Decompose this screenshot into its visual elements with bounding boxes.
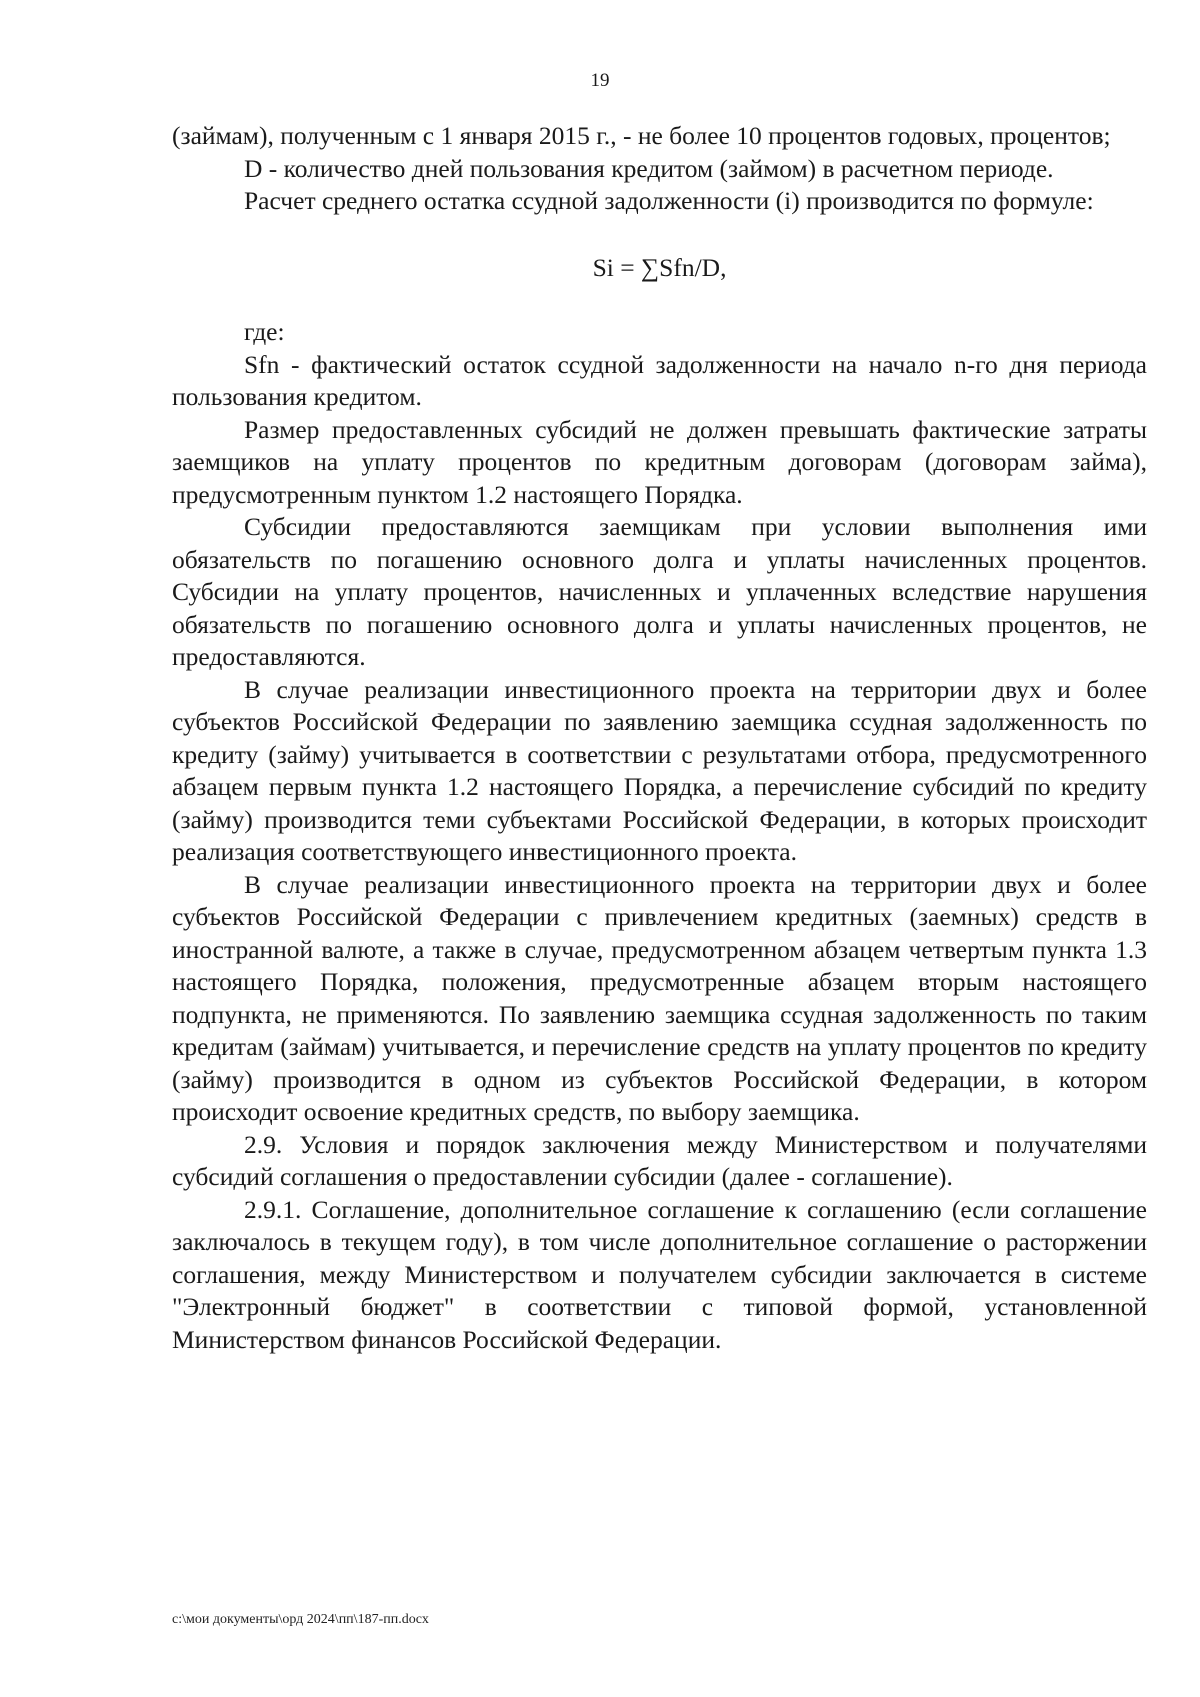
document-body (172, 120, 1147, 1356)
paragraph-d-definition: D - количество дней пользования кредитом (займом) в расчетном периоде. (244, 153, 1054, 183)
page-number: 19 (590, 70, 610, 91)
paragraph-section-2-9-1: 2.9.1. Соглашение, дополнительное соглашение к соглашению (если соглашение заключалось в текущем году), в том числе дополнительное соглашение о расторжении соглашения, между Министерством и получателем субсидии заключается в системе "Электронный бюджет" в соответствии с типовой формой, установленной Министерством финансов Российской Федерации. (172, 1194, 1147, 1354)
paragraph-calculation-intro: Расчет среднего остатка ссудной задолженности (i) производится по формуле: (244, 186, 1094, 215)
formula: Si = ∑Sfn/D, (592, 252, 727, 282)
paragraph-subsidy-limit: Размер предоставленных субсидий не должен превышать фактические затраты заемщиков на уплату процентов по кредитным договорам (договорам займа), предусмотренным пунктом 1.2 настоящего Порядка. (172, 414, 1147, 509)
where-label: где: (244, 317, 285, 346)
paragraph-subsidy-conditions: Субсидии предоставляются заемщикам при условии выполнения ими обязательств по погашению основного долга и уплаты начисленных процентов. Субсидии на уплату процентов, начисленных и уплаченных вследствие нарушения обязательств по погашению основного долга и уплаты начисленных процентов, не предоставляются. (172, 512, 1147, 671)
paragraph-sfn-definition: Sfn - фактический остаток ссудной задолженности на начало n-го дня периода пользования кредитом. (172, 349, 1147, 411)
paragraph-section-2-9: 2.9. Условия и порядок заключения между Министерством и получателями субсидий соглашения о предоставлении субсидии (далее - соглашение). (172, 1129, 1147, 1191)
paragraph-foreign-currency: В случае реализации инвестиционного проекта на территории двух и более субъектов Российской Федерации с привлечением кредитных (заемных) средств в иностранной валюте, а также в случае, предусмотренном абзацем четвертым пункта 1.3 настоящего Порядка, положения, предусмотренные абзацем вторым настоящего подпункта, не применяются. По заявлению заемщика ссудная задолженность по таким кредитам (займам) учитывается, и перечисление средств на уплату процентов по кредиту (займу) производится в одном из субъектов Российской Федерации, в котором происходит освоение кредитных средств, по выбору заемщика. (172, 869, 1147, 1126)
formula-block (172, 252, 1147, 285)
footer-file-path: c:\мои документы\орд 2024\пп\187-пп.docx (172, 1612, 429, 1627)
paragraph-continuation: (займам), полученным с 1 января 2015 г., - не более 10 процентов годовых, процентов; (172, 121, 1111, 150)
paragraph-multi-region-project: В случае реализации инвестиционного проекта на территории двух и более субъектов Российской Федерации по заявлению заемщика ссудная задолженность по кредиту (займу) учитывается в соответствии с результатами отбора, предусмотренного абзацем первым пункта 1.2 настоящего Порядка, а перечисление субсидий по кредиту (займу) производится теми субъектами Российской Федерации, в которых происходит реализация соответствующего инвестиционного проекта. (172, 674, 1147, 866)
